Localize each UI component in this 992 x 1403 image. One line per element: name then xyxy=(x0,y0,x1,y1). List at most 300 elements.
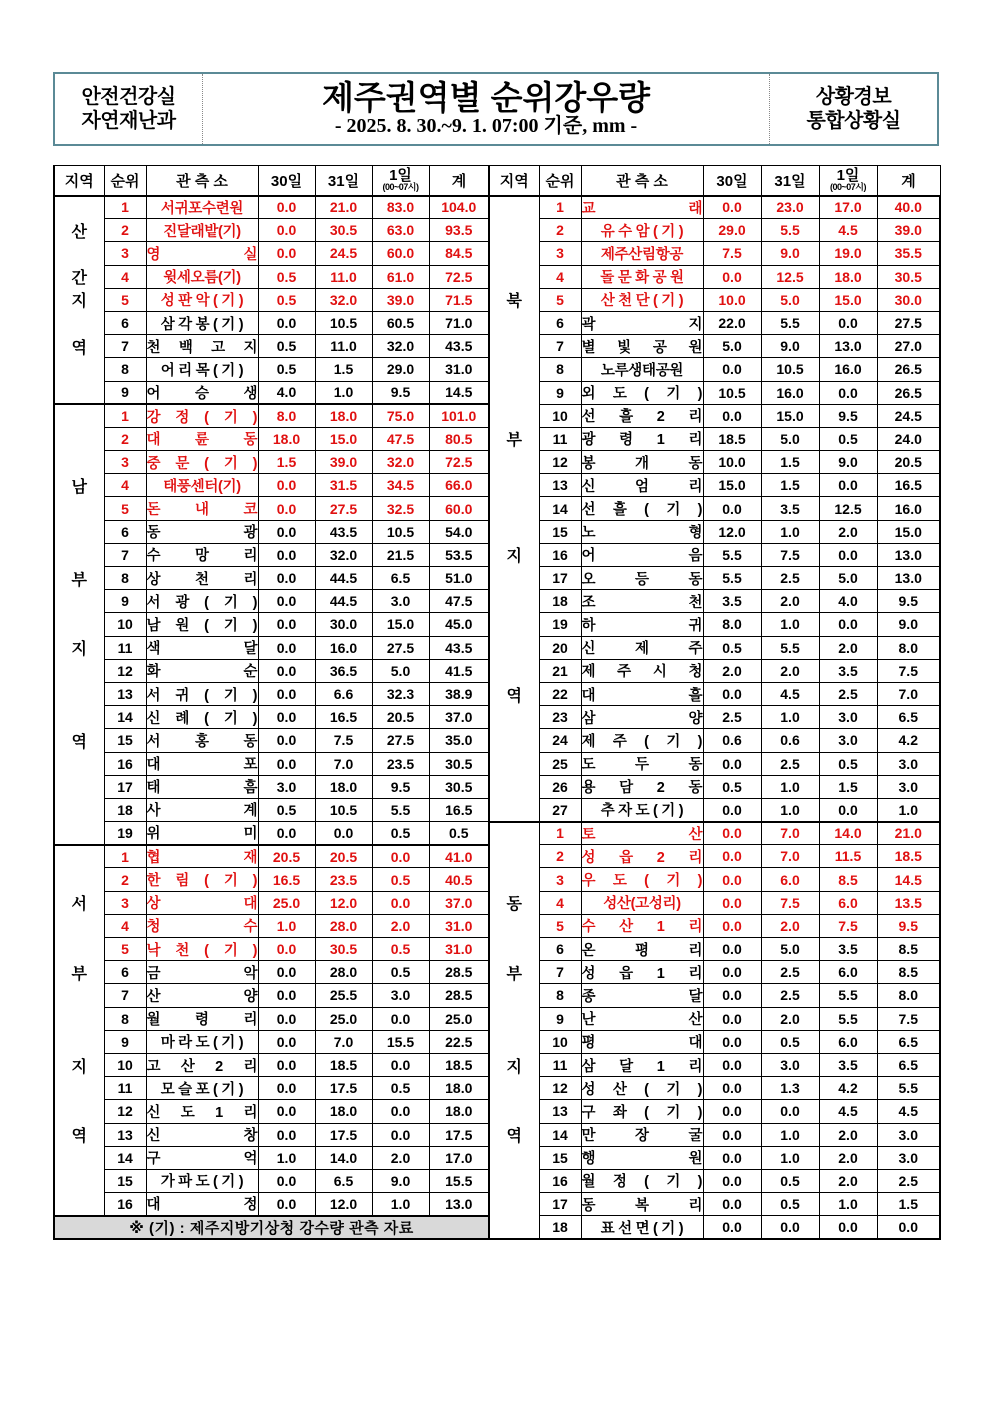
table-row xyxy=(489,1216,940,1239)
rainfall-total-cell: 27.5 xyxy=(877,311,940,334)
rainfall-table-left xyxy=(53,165,490,1240)
rank-cell: 12 xyxy=(104,659,146,682)
rainfall-day1-cell: 23.5 xyxy=(372,752,429,775)
region-label-cell: 역 xyxy=(54,1123,104,1146)
rainfall-total-cell: 41.5 xyxy=(429,659,489,682)
rainfall-day30-cell: 1.0 xyxy=(258,1146,315,1169)
rainfall-day30-cell: 22.0 xyxy=(703,311,761,334)
station-name-cell: 태 흠 xyxy=(146,775,258,798)
rainfall-day1-cell: 3.5 xyxy=(819,1053,877,1076)
rainfall-day30-cell: 0.0 xyxy=(703,497,761,520)
rainfall-day1-cell: 0.0 xyxy=(372,1100,429,1123)
station-name-cell: 모 슬 포 ( 기 ) xyxy=(146,1077,258,1100)
region-label-cell: 간 xyxy=(54,265,104,288)
rainfall-day30-cell: 5.5 xyxy=(703,567,761,590)
station-name-cell: 낙 천 ( 기 ) xyxy=(146,938,258,961)
rainfall-day1-cell: 4.2 xyxy=(819,1077,877,1100)
rainfall-day1-cell: 2.0 xyxy=(819,1146,877,1169)
rainfall-day30-cell: 0.0 xyxy=(703,1193,761,1216)
rainfall-day30-cell: 0.0 xyxy=(703,798,761,821)
rainfall-total-cell: 0.5 xyxy=(429,822,489,845)
rank-cell: 6 xyxy=(104,520,146,543)
rank-cell: 1 xyxy=(104,196,146,219)
rainfall-total-cell: 16.5 xyxy=(877,474,940,497)
rainfall-total-cell: 8.0 xyxy=(877,984,940,1007)
rank-cell: 10 xyxy=(104,1053,146,1076)
region-label-cell xyxy=(489,242,539,265)
rainfall-total-cell: 104.0 xyxy=(429,196,489,219)
rainfall-day30-cell: 0.0 xyxy=(703,914,761,937)
rainfall-day1-cell: 60.5 xyxy=(372,311,429,334)
rainfall-day1-cell: 3.5 xyxy=(819,659,877,682)
rank-cell: 5 xyxy=(539,288,581,311)
rainfall-day31-cell: 12.0 xyxy=(315,1193,372,1216)
rank-cell: 15 xyxy=(104,1169,146,1192)
rank-cell: 8 xyxy=(104,358,146,381)
table-row xyxy=(54,868,489,891)
rainfall-day31-cell: 3.5 xyxy=(761,497,819,520)
station-name-cell: 행 원 xyxy=(581,1146,703,1169)
rainfall-day30-cell: 0.0 xyxy=(703,1053,761,1076)
station-name-cell: 동 복 리 xyxy=(581,1193,703,1216)
table-row xyxy=(489,358,940,381)
rainfall-day31-cell: 25.5 xyxy=(315,984,372,1007)
station-name-cell: 청 수 xyxy=(146,914,258,937)
rainfall-total-cell: 3.0 xyxy=(877,752,940,775)
rainfall-day1-cell: 0.0 xyxy=(819,381,877,404)
rank-cell: 8 xyxy=(539,984,581,1007)
rainfall-day31-cell: 2.0 xyxy=(761,1007,819,1030)
rainfall-day1-cell: 8.5 xyxy=(819,868,877,891)
rainfall-day31-cell: 0.5 xyxy=(761,1030,819,1053)
table-row xyxy=(54,822,489,845)
rainfall-total-cell: 9.0 xyxy=(877,613,940,636)
rainfall-day31-cell: 32.0 xyxy=(315,288,372,311)
header-day30: 30일 xyxy=(703,166,761,196)
region-label-cell xyxy=(489,775,539,798)
rainfall-day31-cell: 23.5 xyxy=(315,868,372,891)
rainfall-rows-left xyxy=(54,196,489,1239)
rainfall-day1-cell: 15.5 xyxy=(372,1030,429,1053)
rainfall-total-cell: 28.5 xyxy=(429,984,489,1007)
table-row xyxy=(489,613,940,636)
rank-cell: 25 xyxy=(539,752,581,775)
rainfall-day1-cell: 13.0 xyxy=(819,335,877,358)
table-row xyxy=(489,984,940,1007)
region-label-cell xyxy=(54,1077,104,1100)
rainfall-day31-cell: 0.5 xyxy=(761,1193,819,1216)
table-row xyxy=(54,729,489,752)
rainfall-day30-cell: 0.0 xyxy=(258,1007,315,1030)
rainfall-day1-cell: 1.5 xyxy=(819,775,877,798)
report-title-block xyxy=(203,74,769,144)
station-name-cell: 산 양 xyxy=(146,984,258,1007)
table-row xyxy=(54,961,489,984)
rainfall-day31-cell: 2.5 xyxy=(761,752,819,775)
rank-cell: 17 xyxy=(539,567,581,590)
rainfall-day30-cell: 0.0 xyxy=(258,1077,315,1100)
rainfall-day31-cell: 39.0 xyxy=(315,451,372,474)
rank-cell: 14 xyxy=(104,1146,146,1169)
rainfall-day30-cell: 0.5 xyxy=(258,288,315,311)
rainfall-day30-cell: 0.0 xyxy=(258,520,315,543)
rainfall-day1-cell: 20.5 xyxy=(372,706,429,729)
table-row xyxy=(54,798,489,821)
rainfall-day1-cell: 0.5 xyxy=(372,961,429,984)
rainfall-day30-cell: 0.0 xyxy=(258,613,315,636)
station-name-cell: 만 장 굴 xyxy=(581,1123,703,1146)
rainfall-day1-cell: 5.0 xyxy=(372,659,429,682)
table-row xyxy=(489,752,940,775)
rank-cell: 4 xyxy=(104,914,146,937)
region-label-cell xyxy=(54,1007,104,1030)
rainfall-total-cell: 24.5 xyxy=(877,404,940,427)
rainfall-total-cell: 101.0 xyxy=(429,404,489,427)
rainfall-day30-cell: 0.0 xyxy=(258,659,315,682)
rank-cell: 16 xyxy=(539,543,581,566)
rainfall-day31-cell: 44.5 xyxy=(315,567,372,590)
rainfall-total-cell: 7.5 xyxy=(877,659,940,682)
rainfall-total-cell: 18.0 xyxy=(429,1077,489,1100)
rainfall-day30-cell: 0.0 xyxy=(703,404,761,427)
station-name-cell: 광 령 1 리 xyxy=(581,427,703,450)
region-label-cell xyxy=(54,868,104,891)
rainfall-total-cell: 7.5 xyxy=(877,1007,940,1030)
rainfall-day31-cell: 12.0 xyxy=(315,891,372,914)
station-name-cell: 삼 양 xyxy=(581,706,703,729)
rank-cell: 3 xyxy=(539,868,581,891)
rank-cell: 2 xyxy=(104,427,146,450)
rank-cell: 13 xyxy=(104,1123,146,1146)
region-label-cell xyxy=(489,1100,539,1123)
table-row xyxy=(54,752,489,775)
station-name-cell: 별 빛 공 원 xyxy=(581,335,703,358)
region-label-cell xyxy=(489,1193,539,1216)
rank-cell: 12 xyxy=(539,1077,581,1100)
region-label-cell: 부 xyxy=(489,961,539,984)
table-row xyxy=(54,891,489,914)
rainfall-day31-cell: 16.0 xyxy=(315,636,372,659)
table-row xyxy=(54,1007,489,1030)
table-row xyxy=(54,335,489,358)
rainfall-day31-cell: 10.5 xyxy=(315,311,372,334)
rank-cell: 7 xyxy=(104,335,146,358)
region-label-cell xyxy=(489,613,539,636)
rainfall-day30-cell: 12.0 xyxy=(703,520,761,543)
rainfall-day31-cell: 5.5 xyxy=(761,219,819,242)
table-row xyxy=(54,451,489,474)
station-name-cell: 마 라 도 ( 기 ) xyxy=(146,1030,258,1053)
rainfall-total-cell: 18.0 xyxy=(429,1100,489,1123)
rainfall-day31-cell: 1.5 xyxy=(315,358,372,381)
rainfall-day1-cell: 15.0 xyxy=(819,288,877,311)
table-row xyxy=(54,404,489,427)
rainfall-total-cell: 41.0 xyxy=(429,845,489,868)
station-name-cell: 노루생태공원 xyxy=(581,358,703,381)
rainfall-day30-cell: 29.0 xyxy=(703,219,761,242)
table-row xyxy=(489,891,940,914)
table-row xyxy=(489,520,940,543)
rainfall-day1-cell: 5.0 xyxy=(819,567,877,590)
rainfall-day30-cell: 0.0 xyxy=(258,752,315,775)
table-row xyxy=(489,242,940,265)
rainfall-day31-cell: 3.0 xyxy=(761,1053,819,1076)
rainfall-total-cell: 18.5 xyxy=(877,845,940,868)
rank-cell: 11 xyxy=(539,1053,581,1076)
rainfall-day31-cell: 6.0 xyxy=(761,868,819,891)
table-row xyxy=(54,659,489,682)
rainfall-day1-cell: 2.0 xyxy=(372,914,429,937)
rank-cell: 4 xyxy=(539,891,581,914)
station-name-cell: 대 륜 동 xyxy=(146,427,258,450)
rainfall-day30-cell: 0.0 xyxy=(258,1193,315,1216)
rainfall-day30-cell: 0.0 xyxy=(703,358,761,381)
rainfall-day1-cell: 11.5 xyxy=(819,845,877,868)
rainfall-day1-cell: 9.0 xyxy=(372,1169,429,1192)
rainfall-total-cell: 40.5 xyxy=(429,868,489,891)
station-name-cell: 도 두 동 xyxy=(581,752,703,775)
station-name-cell: 돈 내 코 xyxy=(146,497,258,520)
rainfall-day30-cell: 0.0 xyxy=(703,265,761,288)
region-label-cell xyxy=(54,1030,104,1053)
rainfall-total-cell: 31.0 xyxy=(429,358,489,381)
region-label-cell xyxy=(489,798,539,821)
rank-cell: 2 xyxy=(104,219,146,242)
station-name-cell: 수 산 1 리 xyxy=(581,914,703,937)
rainfall-total-cell: 17.5 xyxy=(429,1123,489,1146)
rainfall-day31-cell: 1.0 xyxy=(761,706,819,729)
station-name-cell: 돌 문 화 공 원 xyxy=(581,265,703,288)
rank-cell: 7 xyxy=(539,335,581,358)
rainfall-day30-cell: 0.0 xyxy=(703,1077,761,1100)
table-row xyxy=(489,497,940,520)
region-label-cell: 지 xyxy=(54,636,104,659)
table-row xyxy=(54,474,489,497)
region-label-cell xyxy=(489,1077,539,1100)
rainfall-day1-cell: 5.5 xyxy=(819,1007,877,1030)
rainfall-day31-cell: 5.0 xyxy=(761,288,819,311)
rainfall-day31-cell: 5.5 xyxy=(761,311,819,334)
rainfall-day1-cell: 0.0 xyxy=(372,891,429,914)
rainfall-day1-cell: 32.3 xyxy=(372,682,429,705)
region-label-cell xyxy=(489,1007,539,1030)
rainfall-day30-cell: 5.0 xyxy=(703,335,761,358)
rainfall-day1-cell: 0.5 xyxy=(819,752,877,775)
table-row xyxy=(489,659,940,682)
header-region: 지역 xyxy=(489,166,539,196)
station-name-cell: 대 정 xyxy=(146,1193,258,1216)
left-table-container xyxy=(53,165,488,1240)
station-name-cell: 성 산 ( 기 ) xyxy=(581,1077,703,1100)
region-label-cell xyxy=(489,938,539,961)
rank-cell: 1 xyxy=(104,404,146,427)
rainfall-total-cell: 27.0 xyxy=(877,335,940,358)
rank-cell: 16 xyxy=(539,1169,581,1192)
station-name-cell: 색 달 xyxy=(146,636,258,659)
rainfall-day30-cell: 0.0 xyxy=(703,1216,761,1239)
table-row xyxy=(54,636,489,659)
station-name-cell: 한 림 ( 기 ) xyxy=(146,868,258,891)
rainfall-day1-cell: 4.0 xyxy=(819,590,877,613)
region-label-cell xyxy=(54,1193,104,1216)
rainfall-day31-cell: 2.5 xyxy=(761,984,819,1007)
table-row xyxy=(54,1053,489,1076)
table-row xyxy=(489,474,940,497)
region-label-cell xyxy=(489,1030,539,1053)
table-row xyxy=(54,265,489,288)
rainfall-day1-cell: 2.0 xyxy=(819,636,877,659)
rainfall-day30-cell: 0.0 xyxy=(258,567,315,590)
rainfall-day30-cell: 20.5 xyxy=(258,845,315,868)
region-label-cell xyxy=(54,798,104,821)
table-row xyxy=(54,1123,489,1146)
station-name-cell: 영 실 xyxy=(146,242,258,265)
station-name-cell: 유 수 암 ( 기 ) xyxy=(581,219,703,242)
region-label-cell xyxy=(489,196,539,219)
station-name-cell: 태풍센터(기) xyxy=(146,474,258,497)
table-row xyxy=(54,288,489,311)
region-label-cell: 역 xyxy=(54,335,104,358)
rainfall-day30-cell: 0.0 xyxy=(703,1030,761,1053)
region-label-cell xyxy=(489,451,539,474)
region-label-cell xyxy=(54,520,104,543)
table-row xyxy=(54,543,489,566)
region-label-cell xyxy=(489,636,539,659)
rainfall-day1-cell: 27.5 xyxy=(372,636,429,659)
rainfall-day1-cell: 3.0 xyxy=(819,729,877,752)
rainfall-day30-cell: 0.0 xyxy=(703,845,761,868)
station-name-cell: 제주산림항공 xyxy=(581,242,703,265)
rainfall-day31-cell: 1.0 xyxy=(315,381,372,404)
rainfall-day31-cell: 7.0 xyxy=(315,1030,372,1053)
footer-note-row xyxy=(54,1216,489,1239)
rainfall-day31-cell: 2.5 xyxy=(761,567,819,590)
rainfall-day30-cell: 0.6 xyxy=(703,729,761,752)
station-name-cell: 상 천 리 xyxy=(146,567,258,590)
rainfall-day30-cell: 0.5 xyxy=(703,775,761,798)
rainfall-day30-cell: 8.0 xyxy=(703,613,761,636)
rainfall-day1-cell: 3.5 xyxy=(819,938,877,961)
rainfall-total-cell: 24.0 xyxy=(877,427,940,450)
report-period-subtitle: - 2025. 8. 30.~9. 1. 07:00 기준, mm - xyxy=(334,114,638,137)
region-label-cell: 북 xyxy=(489,288,539,311)
region-label-cell: 역 xyxy=(54,729,104,752)
rainfall-total-cell: 13.0 xyxy=(429,1193,489,1216)
rainfall-day1-cell: 63.0 xyxy=(372,219,429,242)
report-title-banner xyxy=(53,72,939,146)
header-day1-sub: (00~07시) xyxy=(382,182,419,193)
rainfall-day1-cell: 32.5 xyxy=(372,497,429,520)
station-name-cell: 서귀포수련원 xyxy=(146,196,258,219)
rainfall-day31-cell: 9.0 xyxy=(761,242,819,265)
header-total: 계 xyxy=(429,166,489,196)
table-row xyxy=(54,1100,489,1123)
region-label-cell: 지 xyxy=(489,543,539,566)
station-name-cell: 조 천 xyxy=(581,590,703,613)
rainfall-total-cell: 47.5 xyxy=(429,590,489,613)
rainfall-day30-cell: 0.0 xyxy=(703,984,761,1007)
rainfall-day31-cell: 1.0 xyxy=(761,775,819,798)
station-name-cell: 성 읍 1 리 xyxy=(581,961,703,984)
rainfall-day31-cell: 1.0 xyxy=(761,798,819,821)
rank-cell: 1 xyxy=(539,822,581,845)
rainfall-day1-cell: 14.0 xyxy=(819,822,877,845)
table-row xyxy=(54,358,489,381)
rank-cell: 19 xyxy=(104,822,146,845)
station-name-cell: 오 등 동 xyxy=(581,567,703,590)
rainfall-total-cell: 51.0 xyxy=(429,567,489,590)
table-row xyxy=(54,242,489,265)
rank-cell: 6 xyxy=(539,938,581,961)
region-label-cell xyxy=(54,196,104,219)
rainfall-day1-cell: 0.0 xyxy=(372,1007,429,1030)
table-row xyxy=(54,311,489,334)
rainfall-total-cell: 8.5 xyxy=(877,961,940,984)
rainfall-day1-cell: 15.0 xyxy=(372,613,429,636)
department-line-1: 안전건강실 xyxy=(81,85,176,108)
rainfall-day30-cell: 0.0 xyxy=(258,242,315,265)
rank-cell: 2 xyxy=(104,868,146,891)
table-row xyxy=(489,288,940,311)
table-row xyxy=(489,1123,940,1146)
rank-cell: 9 xyxy=(539,381,581,404)
station-name-cell: 신 제 주 xyxy=(581,636,703,659)
station-name-cell: 하 귀 xyxy=(581,613,703,636)
rainfall-day31-cell: 32.0 xyxy=(315,543,372,566)
rainfall-total-cell: 4.5 xyxy=(877,1100,940,1123)
rank-cell: 13 xyxy=(539,1100,581,1123)
rainfall-day31-cell: 17.5 xyxy=(315,1077,372,1100)
table-row xyxy=(489,845,940,868)
table-row xyxy=(489,567,940,590)
page-title: 제주권역별 순위강우량 xyxy=(322,78,650,116)
rainfall-day31-cell: 1.5 xyxy=(761,451,819,474)
rainfall-day30-cell: 0.0 xyxy=(703,1123,761,1146)
region-label-cell xyxy=(489,729,539,752)
rainfall-day30-cell: 0.0 xyxy=(258,543,315,566)
rainfall-day31-cell: 23.0 xyxy=(761,196,819,219)
rank-cell: 16 xyxy=(104,1193,146,1216)
rainfall-day30-cell: 0.0 xyxy=(258,196,315,219)
rainfall-day31-cell: 0.0 xyxy=(761,1100,819,1123)
rank-cell: 14 xyxy=(104,706,146,729)
rank-cell: 12 xyxy=(539,451,581,474)
rank-cell: 13 xyxy=(539,474,581,497)
table-row xyxy=(489,636,940,659)
rainfall-total-cell: 2.5 xyxy=(877,1169,940,1192)
right-table-container xyxy=(488,165,939,1240)
rank-cell: 27 xyxy=(539,798,581,821)
rainfall-day30-cell: 3.0 xyxy=(258,775,315,798)
rank-cell: 17 xyxy=(104,775,146,798)
header-day1-main: 1일 xyxy=(836,167,860,185)
rainfall-day30-cell: 0.0 xyxy=(258,706,315,729)
rainfall-day1-cell: 6.5 xyxy=(372,567,429,590)
station-name-cell: 평 대 xyxy=(581,1030,703,1053)
rainfall-total-cell: 15.0 xyxy=(877,520,940,543)
station-name-cell: 성산(고성리) xyxy=(581,891,703,914)
rainfall-total-cell: 6.5 xyxy=(877,706,940,729)
rainfall-day30-cell: 0.0 xyxy=(258,1053,315,1076)
rainfall-rows-right xyxy=(489,196,940,1239)
rainfall-total-cell: 1.5 xyxy=(877,1193,940,1216)
rainfall-day30-cell: 0.0 xyxy=(703,1100,761,1123)
rank-cell: 5 xyxy=(104,288,146,311)
rainfall-day31-cell: 17.5 xyxy=(315,1123,372,1146)
issuing-department xyxy=(55,74,203,144)
rainfall-day30-cell: 0.5 xyxy=(258,335,315,358)
table-row xyxy=(489,1100,940,1123)
